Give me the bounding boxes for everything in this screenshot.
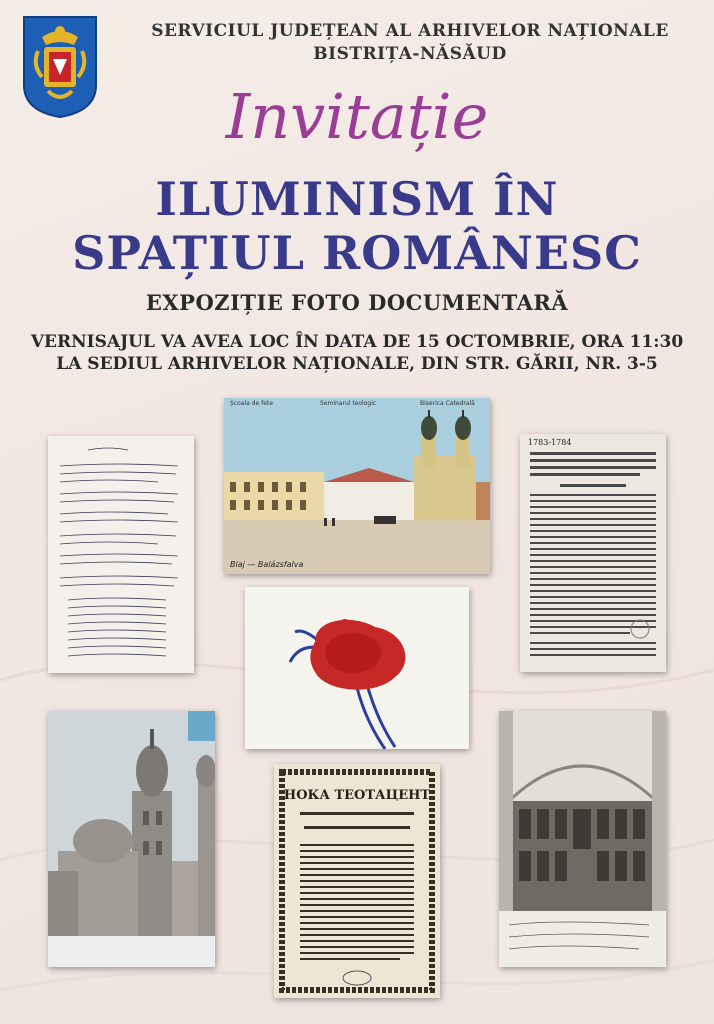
photo-handwritten-document: [48, 436, 194, 673]
exhibition-title-line2: SPAȚIUL ROMÂNESC: [72, 226, 642, 280]
document-year: 1783-1784: [528, 438, 572, 447]
postcard-label-left: Școala de fete: [230, 400, 273, 407]
postcard-caption: Blaj — Balázsfalva: [230, 560, 304, 569]
institution-name: SERVICIUL JUDEȚEAN AL ARHIVELOR NAȚIONALE: [151, 21, 669, 41]
postcard-label-right: Biserica Catedrală: [420, 400, 475, 407]
event-location-line: LA SEDIUL ARHIVELOR NAȚIONALE, DIN STR. GĂRII, NR. 3-5: [56, 354, 658, 374]
invitation-heading: Invitație: [225, 80, 489, 153]
photo-postcard-blaj: [224, 398, 490, 574]
photo-printed-document: [520, 434, 666, 672]
exhibition-title-line1: ILUMINISM ÎN: [155, 172, 559, 226]
exhibition-subtitle: EXPOZIȚIE FOTO DOCUMENTARĂ: [145, 290, 569, 315]
photo-cathedral: [48, 711, 215, 967]
photo-old-book: [274, 764, 440, 998]
postcard-label-middle: Seminarul teologic: [320, 400, 377, 407]
photo-wax-seal: [245, 587, 469, 749]
photo-church-interior: [499, 711, 666, 967]
county-name: BISTRIȚA-NĂSĂUD: [313, 44, 507, 64]
event-date-line: VERNISAJUL VA AVEA LOC ÎN DATA DE 15 OCTOMBRIE, ORA 11:30: [30, 332, 684, 352]
book-title: НОКА ТЕОТАЦЕНТ: [283, 788, 431, 803]
